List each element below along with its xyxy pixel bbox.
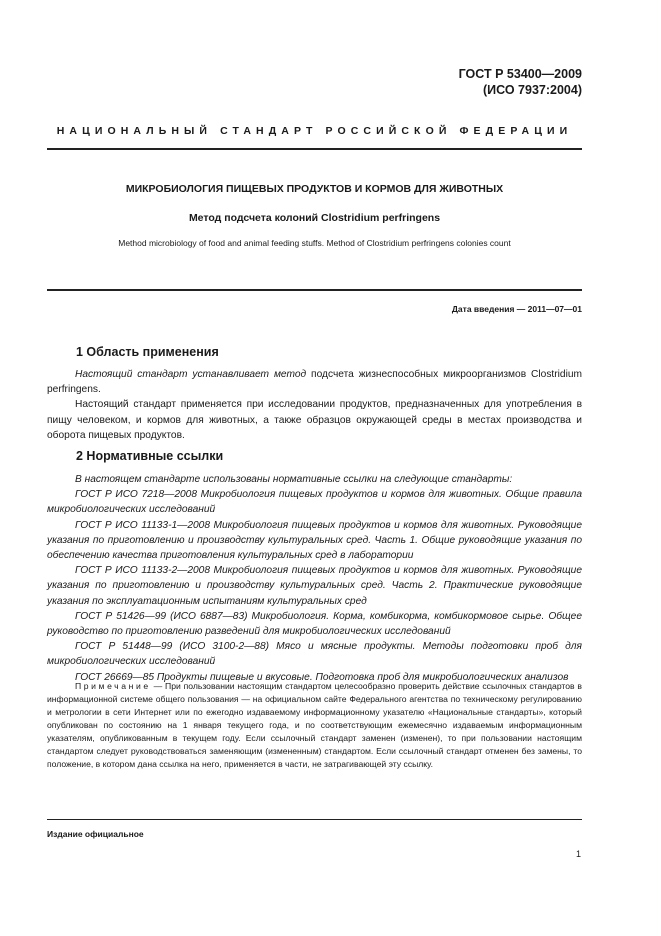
reference-item: ГОСТ Р 51426—99 (ИСО 6887—83) Микробиология. Корма, комбикорма, комбикормовое сырье. Общее руководство по приготовлению разведений для микробиологических исследований: [47, 610, 582, 638]
note-paragraph: [47, 680, 582, 771]
section-1-italic-phrase: Настоящий стандарт устанавливает метод: [75, 369, 307, 380]
section-1-paragraph-1: [47, 367, 582, 397]
page-number: 1: [575, 849, 581, 859]
header-divider: [47, 148, 582, 150]
reference-item: ГОСТ Р ИСО 7218—2008 Микробиология пищевых продуктов и кормов для животных. Общие правила микробиологических исследований: [47, 489, 582, 516]
note-block: [47, 680, 582, 771]
section-1-heading: 1 Область применения: [76, 345, 219, 359]
reference-item: ГОСТ Р ИСО 11133-2—2008 Микробиология пищевых продуктов и кормов для животных. Руководящие указания по приготовлению и производству культуральных сред. Часть 2. Практические руководящие указания по эксплуатационным испытаниям культуральных сред: [47, 565, 582, 607]
section-2-intro: В настоящем стандарте использованы нормативные ссылки на следующие стандарты:: [75, 474, 513, 485]
section-2-heading: 2 Нормативные ссылки: [76, 449, 224, 463]
official-edition: Издание официальное: [47, 829, 144, 839]
footer-divider: [47, 819, 582, 820]
document-subtitle: Метод подсчета колоний Clostridium perfringens: [188, 212, 441, 224]
iso-code: (ИСО 7937:2004): [483, 83, 582, 97]
section-1-body: [47, 367, 582, 443]
note-label: Примечание: [75, 681, 151, 691]
standard-code: ГОСТ Р 53400—2009: [458, 67, 582, 81]
section-1-paragraph-2: Настоящий стандарт применяется при исследовании продуктов, предназначенных для употребления в пищу человеком, и кормов для животных, а также образцов окружающей среды в местах производства и оборота пищевых продуктов.: [47, 399, 582, 441]
reference-item: ГОСТ 26669—85 Продукты пищевые и вкусовые. Подготовка проб для микробиологических анализов: [75, 671, 569, 683]
reference-item: ГОСТ Р 51448—99 (ИСО 3100-2—88) Мясо и мясные продукты. Методы подготовки проб для микробиологических исследований: [47, 641, 582, 668]
english-title: Method microbiology of food and animal feeding stuffs. Method of Clostridium perfringens colonies count: [118, 238, 511, 248]
national-standard-header: НАЦИОНАЛЬНЫЙ СТАНДАРТ РОССИЙСКОЙ ФЕДЕРАЦИИ: [56, 125, 573, 137]
introduction-date: Дата введения — 2011—07—01: [451, 304, 582, 314]
title-divider: [47, 289, 582, 291]
section-2-body: [47, 472, 582, 685]
reference-item: ГОСТ Р ИСО 11133-1—2008 Микробиология пищевых продуктов и кормов для животных. Руководящие указания по приготовлению и производству культуральных сред. Часть 1. Общие руководящие указания по обеспечению качества приготовления культуральных сред в лаборатории: [47, 519, 582, 562]
note-text: — При пользовании настоящим стандартом целесообразно проверить действие ссылочных стандартов в информационной системе общего пользования — на официальном сайте Федерального агентства по техническому регулированию и метрологии в сети Интернет или по ежегодно издаваемому информационному указателю «Национальные стандарты», который опубликован по состоянию на 1 января текущего года, и по соответствующим ежемесячно издаваемым информационным указателям, опубликованным в текущем году. Если ссылочный стандарт заменен (изменен), то при пользовании настоящим стандартом следует руководствоваться заменяющим (измененным) стандартом. Если ссылочный стандарт отменен без замены, то положение, в котором дана ссылка на него, применяется в части, не затрагивающей эту ссылку.: [47, 681, 582, 769]
section-1-p1-text: подсчета жизнеспособных микроорганизмов Clostridium perfringens.: [47, 369, 582, 396]
document-title: МИКРОБИОЛОГИЯ ПИЩЕВЫХ ПРОДУКТОВ И КОРМОВ ДЛЯ ЖИВОТНЫХ: [125, 183, 504, 195]
